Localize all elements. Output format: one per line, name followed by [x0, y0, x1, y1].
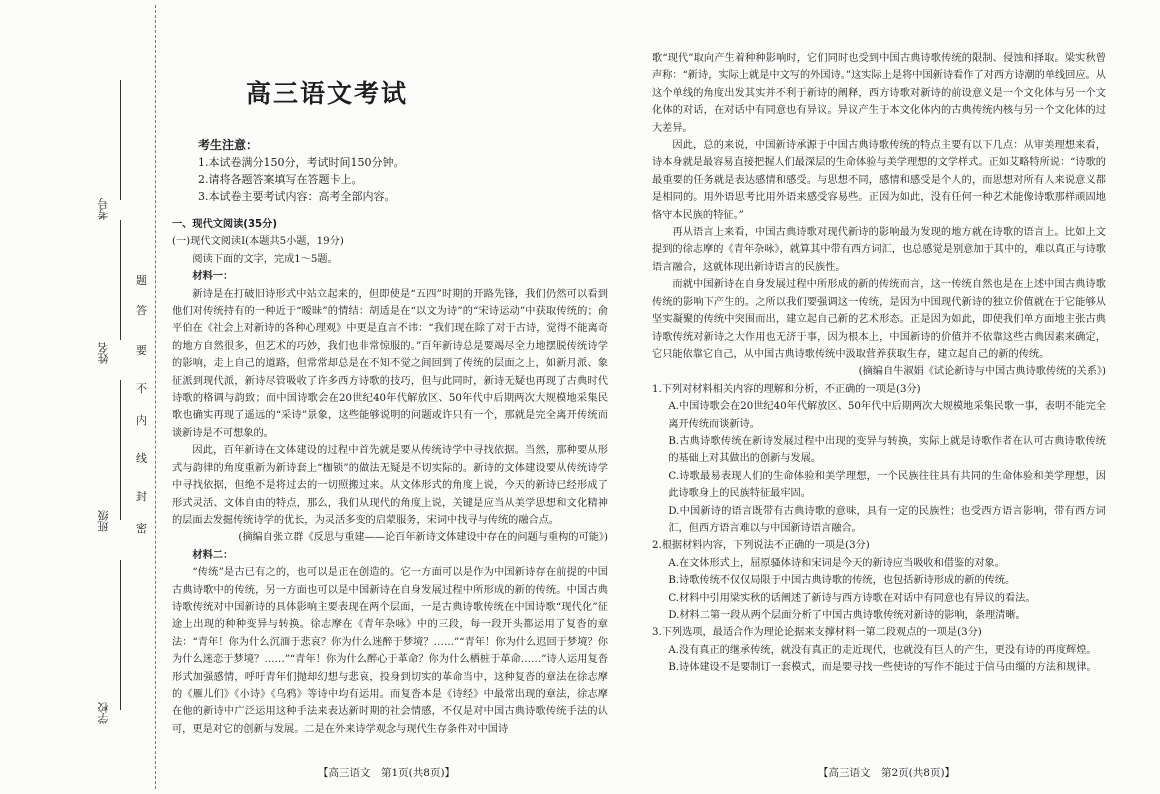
question-3-option: A.没有真正的继承传统，就没有真正的走近现代，也就没有巨人的产生，更没有诗的再度辉煌。: [668, 644, 1097, 656]
seal-char: 内: [136, 414, 147, 427]
seal-char: 密: [136, 522, 147, 535]
seal-char: 不: [136, 382, 147, 395]
material-2-paragraph: 而就中国新诗在自身发展过程中所形成的新的传统而言，这一传统自然也是在上述中国古典诗歌传统的影响下产生的。之所以我们要强调这一传统，是因为中国现代新诗的独立价值就在于它能够从坚实凝聚的传统中突围而出，建立起自己新的艺术形态。正是因为如此，即使我们单方面地主张古典诗歌传统对新诗之大作用也无济于事，因为根本上，中国新诗的价值并不依靠这些古典因素来确定，它只能依靠它自己，从中国古典诗歌传统中汲取营养获取生存，建立起自己的新的传统。: [652, 279, 1106, 360]
material-2-label: 材料二：: [192, 548, 234, 561]
question-2-option: A.在文体形式上，屈原骚体诗和宋词是今天的新诗应当吸收和借鉴的对象。: [668, 557, 1005, 569]
question-3-option: B.诗体建设不是要制订一套模式，而是要寻找一些使诗的写作不能过于信马由缰的方法和规律。: [668, 662, 1097, 674]
section-heading: 一、现代文阅读(35分): [172, 219, 277, 230]
notice-heading: 考生注意：: [198, 138, 259, 152]
seal-char: 封: [136, 490, 147, 503]
question-1-option: D.中国新诗的语言既带有古典诗歌的意味，具有一定的民族性；也受西方语言影响，带有西方词汇，但西方语言难以与中国新诗语言融合。: [668, 505, 1106, 534]
question-2-option: D.材料二第一段从两个层面分析了中国古典诗歌传统对新诗的影响，条理清晰。: [668, 610, 1026, 621]
xuexiao-blank: [120, 560, 121, 710]
xingming-blank: [120, 220, 121, 340]
page-footer-left: 【高三语文 第1页(共8页)】: [318, 767, 456, 779]
binding-margin: [0, 0, 150, 794]
seal-char: 线: [136, 452, 147, 465]
kaohao-label: 考号: [97, 198, 110, 220]
material-2-paragraph: 因此，总的来说，中国新诗承源于中国古典诗歌传统的特点主要有以下几点：从审美理想来看，诗本身就是最容易直接把握人们最深层的生命体验与美学理想的文学样式。正如艾略特所说：“诗歌的最重要的任务就是表达感情和感受。与思想不同，感情和感受是个人的，而思想对所有人来说意义都是相同的。用外语思考比用外语来感受容易些。正因为如此，没有任何一种艺术能像诗歌那样顽固地恪守本民族的特征。”: [652, 140, 1106, 221]
material-1-paragraph: 新诗是在打破旧诗形式中站立起来的，但即使是“五四”时期的开路先锋，我们仍然可以看到他们对传统持有的一种近于“暧昧”的情结：胡适是在“以文为诗”的“宋诗运动”中获取传统的；俞平伯在《社会上对新诗的各种心理观》中更是直言不讳：“我们现在除了对于古诗，觉得不能离奇的地方自然很多，但艺术的巧妙，我们也非常惊服的。”百年新诗总是要竭尽全力地摆脱传统诗学的影响，走上自己的道路，但常常却总是在不知不觉之间回到了传统的层面之上，如新月派、象征派到现代派，新诗尽管吸收了许多西方诗歌的技巧，但与此同时，新诗无疑也再现了古典时代诗歌的格调与韵致；而中国诗歌会在20世纪40年代解放区、50年代中后期两次大规模地采集民歌也确实再现了遥远的“采诗”景象，这些能够说明的问题或许只有一个，那就是完全离开传统而谈新诗是不可想象的。: [172, 288, 608, 439]
exam-title: 高三语文考试: [245, 79, 408, 108]
material-1-source: (摘编自张立群《反思与重建——论百年新诗文体建设中存在的问题与重构的可能》): [238, 532, 608, 544]
material-2-continued: 歌“现代”取向产生着种种影响时，它们同时也受到中国古典诗歌传统的限制、侵蚀和择取。梁实秋曾声称：“新诗，实际上就是中文写的外国诗。”这实际上是将中国新诗看作了对西方诗潮的单线回应。从这个单线的角度出发其实并不利于新诗的阐释，西方诗歌对新诗的前设意义是一个文化体与另一个文化体的对话，在对话中有同意也有异议。异议产生于本文化体内的古典传统内核与另一个文化体的过大差异。: [652, 53, 1106, 134]
material-2-paragraph: 再从语言上来看，中国古典诗歌对现代新诗的影响最为发现的地方就在诗歌的语言上。比如上文提到的徐志摩的《青年杂咏》，就算其中带有西方词汇，也总感觉是别意加于其中的，难以真正与诗歌语言融合，这就体现出新诗语言的民族性。: [652, 227, 1106, 273]
left-column: [172, 216, 608, 738]
material-1-paragraph: 因此，百年新诗在文体建设的过程中首先就是要从传统诗学中寻找依据。当然，那种要从形式与韵律的角度重新为新诗套上“枷锁”的做法无疑是不切实际的。新诗的文体建设要从传统诗学中寻找依据，但绝不是将过去的一切照搬过来。从文体形式的角度上说，今天的新诗已经形成了形式灵活、文体自由的特点，那么，我们从现代的角度上说，关键是应当从美学思想和文化精神的层面去发掘传统诗学的优长，为灵活多变的启蒙服务，宋词中找寻与传统的融合点。: [172, 445, 608, 526]
notice-item: 3.本试卷主要考试内容：高考全部内容。: [198, 190, 396, 203]
subsection-heading: (一)现代文阅读Ⅰ(本题共5小题，19分): [172, 236, 344, 248]
seal-char: 要: [136, 344, 147, 357]
page-footer-right: 【高三语文 第2页(共8页)】: [818, 767, 956, 779]
material-2-paragraph: “传统”是古已有之的，也可以是正在创造的。它一方面可以是作为中国新诗存在前提的中国古典诗歌中的传统，另一方面也可以是中国新诗在自身发展过程中所形成的新的传统。中国古典诗歌传统对中国新诗的具体影响主要表现在两个层面，一是古典诗歌传统在中国诗歌“现代化”征途上出现的种种变异与转换。徐志摩在《青年杂咏》中的三段，每一段开头都运用了复沓的章法：“青年！你为什么沉湎于悲哀？你为什么迷醉于梦境？……”“青年！你为什么迟回于梦境？你为什么迷恋于梦境？……”“青年！你为什么醉心于革命？你为什么栖桩于革命……”诗人运用复沓形式加强感情，呼吁青年们抛却幻想与悲哀，投身到切实的革命当中，这种复沓的章法在徐志摩的《雁儿们》《小诗》《乌鸦》等诗中均有运用。而复沓本是《诗经》中最常出现的章法，徐志摩在他的新诗中广泛运用这种手法来表达新时期的社会情感，不仅是对中国古典诗歌传统手法的认可，更是对它的创新与发展。二是在外来诗学观念与现代生存条件对中国诗: [172, 567, 608, 735]
question-2-option: B.诗歌传统不仅仅局限于中国古典诗歌的传统，也包括新诗形成的新的传统。: [668, 575, 1016, 587]
question-1-option: B.古典诗歌传统在新诗发展过程中出现的变异与转换，实际上就是诗歌作者在认可古典诗歌传统的基础上对其做出的创新与发展。: [668, 435, 1106, 465]
question-3: 3.下列选项，最适合作为理论论据来支撑材料一第二段观点的一项是(3分): [652, 627, 982, 639]
banji-blank: [120, 380, 121, 520]
question-2: 2.根据材料内容，下列说法不正确的一项是(3分): [652, 540, 870, 552]
question-1-option: C.诗歌最易表现人们的生命体验和美学理想，一个民族往往具有共同的生命体验和美学理想，因此诗歌身上的民族特征最牢固。: [668, 470, 1106, 500]
material-2-source: (摘编自牛淑娟《试论新诗与中国古典诗歌传统的关系》): [858, 366, 1106, 378]
binding-dashed-line: [155, 5, 156, 789]
xuexiao-label: 学校: [97, 702, 110, 724]
instruction: 阅读下面的文字，完成1～5题。: [192, 253, 338, 265]
notice-block: [198, 137, 405, 205]
question-2-option: C.材料中引用梁实秋的话阐述了新诗与西方诗歌在对话中有同意也有异议的看法。: [668, 592, 1036, 604]
notice-item: 2.请将各题答案填写在答题卡上。: [198, 173, 363, 186]
xingming-label: 姓名: [97, 342, 110, 364]
kaohao-blank: [120, 80, 121, 200]
seal-char: 答: [136, 304, 147, 317]
notice-item: 1.本试卷满分150分，考试时间150分钟。: [198, 156, 405, 169]
question-1: 1.下列对材料相关内容的理解和分析，不正确的一项是(3分): [652, 383, 921, 395]
question-1-option: A.中国诗歌会在20世纪40年代解放区、50年代中后期两次大规模地采集民歌一事，表明不能完全离开传统而谈新诗。: [668, 401, 1106, 430]
right-column: [652, 50, 1106, 677]
material-1-label: 材料一：: [192, 270, 234, 283]
seal-char: 题: [136, 274, 147, 287]
banji-label: 班级: [97, 510, 110, 532]
